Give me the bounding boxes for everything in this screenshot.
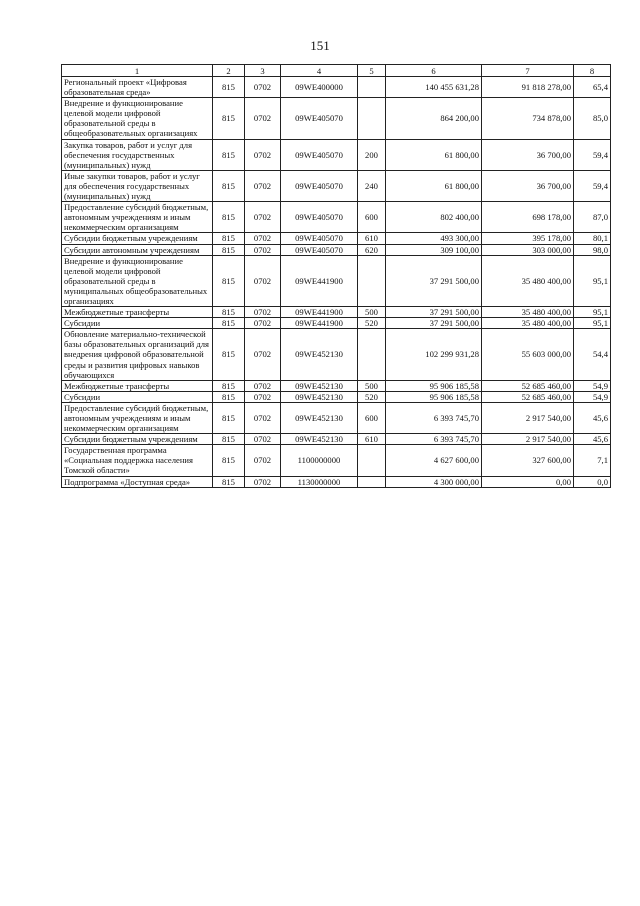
table-row — [62, 380, 611, 391]
ministry-code-cell: 815 — [213, 77, 245, 98]
section-code-cell: 0702 — [245, 98, 281, 139]
actual-amount-cell: 327 600,00 — [482, 445, 574, 476]
plan-amount-cell: 95 906 185,58 — [386, 380, 482, 391]
plan-amount-cell: 4 300 000,00 — [386, 476, 482, 487]
table-row — [62, 434, 611, 445]
section-code-cell: 0702 — [245, 476, 281, 487]
plan-amount-cell: 309 100,00 — [386, 244, 482, 255]
header-cell-section: 3 — [245, 65, 281, 77]
expense-type-cell: 600 — [358, 402, 386, 433]
ministry-code-cell: 815 — [213, 98, 245, 139]
target-code-cell: 09WE452130 — [281, 434, 358, 445]
plan-amount-cell: 102 299 931,28 — [386, 329, 482, 380]
expense-type-cell: 600 — [358, 202, 386, 233]
expense-type-cell: 520 — [358, 391, 386, 402]
ministry-code-cell: 815 — [213, 391, 245, 402]
ministry-code-cell: 815 — [213, 380, 245, 391]
ministry-code-cell: 815 — [213, 139, 245, 170]
plan-amount-cell: 864 200,00 — [386, 98, 482, 139]
header-cell-actual: 7 — [482, 65, 574, 77]
expense-type-cell: 610 — [358, 434, 386, 445]
section-code-cell: 0702 — [245, 434, 281, 445]
section-code-cell: 0702 — [245, 139, 281, 170]
actual-amount-cell: 36 700,00 — [482, 170, 574, 201]
actual-amount-cell: 2 917 540,00 — [482, 434, 574, 445]
percent-cell: 7,1 — [574, 445, 611, 476]
row-name-cell: Субсидии — [62, 318, 213, 329]
target-code-cell: 09WE452130 — [281, 402, 358, 433]
percent-cell: 59,4 — [574, 170, 611, 201]
row-name-cell: Субсидии бюджетным учреждениям — [62, 434, 213, 445]
row-name-cell: Межбюджетные трансферты — [62, 380, 213, 391]
target-code-cell: 09WE405070 — [281, 139, 358, 170]
ministry-code-cell: 815 — [213, 255, 245, 306]
section-code-cell: 0702 — [245, 445, 281, 476]
header-cell-ministry: 2 — [213, 65, 245, 77]
table-row — [62, 233, 611, 244]
page-number: 151 — [310, 38, 330, 53]
expense-type-cell: 520 — [358, 318, 386, 329]
actual-amount-cell: 303 000,00 — [482, 244, 574, 255]
row-name-cell: Закупка товаров, работ и услуг для обеспечения государственных (муниципальных) нужд — [62, 139, 213, 170]
table-row — [62, 318, 611, 329]
plan-amount-cell: 37 291 500,00 — [386, 255, 482, 306]
actual-amount-cell: 52 685 460,00 — [482, 380, 574, 391]
plan-amount-cell: 95 906 185,58 — [386, 391, 482, 402]
header-cell-expense-type: 5 — [358, 65, 386, 77]
row-name-cell: Субсидии автономным учреждениям — [62, 244, 213, 255]
table-row — [62, 329, 611, 380]
actual-amount-cell: 734 878,00 — [482, 98, 574, 139]
actual-amount-cell: 0,00 — [482, 476, 574, 487]
ministry-code-cell: 815 — [213, 202, 245, 233]
ministry-code-cell: 815 — [213, 318, 245, 329]
row-name-cell: Субсидии бюджетным учреждениям — [62, 233, 213, 244]
target-code-cell: 1130000000 — [281, 476, 358, 487]
table-row — [62, 307, 611, 318]
table-row — [62, 402, 611, 433]
table-header-row — [62, 65, 611, 77]
actual-amount-cell: 55 603 000,00 — [482, 329, 574, 380]
header-cell-percent: 8 — [574, 65, 611, 77]
expense-type-cell — [358, 476, 386, 487]
target-code-cell: 09WE441900 — [281, 255, 358, 306]
actual-amount-cell: 35 480 400,00 — [482, 307, 574, 318]
row-name-cell: Субсидии — [62, 391, 213, 402]
target-code-cell: 09WE441900 — [281, 307, 358, 318]
table-row — [62, 98, 611, 139]
table-body — [62, 77, 611, 488]
header-cell-name: 1 — [62, 65, 213, 77]
actual-amount-cell: 35 480 400,00 — [482, 255, 574, 306]
table-row — [62, 170, 611, 201]
percent-cell: 45,6 — [574, 402, 611, 433]
plan-amount-cell: 6 393 745,70 — [386, 434, 482, 445]
ministry-code-cell: 815 — [213, 445, 245, 476]
percent-cell: 59,4 — [574, 139, 611, 170]
section-code-cell: 0702 — [245, 77, 281, 98]
actual-amount-cell: 91 818 278,00 — [482, 77, 574, 98]
target-code-cell: 09WE405070 — [281, 202, 358, 233]
row-name-cell: Внедрение и функционирование целевой модели цифровой образовательной среды в муниципальных общеобразовательных организациях — [62, 255, 213, 306]
section-code-cell: 0702 — [245, 329, 281, 380]
table-row — [62, 391, 611, 402]
percent-cell: 95,1 — [574, 255, 611, 306]
row-name-cell: Подпрограмма «Доступная среда» — [62, 476, 213, 487]
row-name-cell: Государственная программа «Социальная поддержка населения Томской области» — [62, 445, 213, 476]
plan-amount-cell: 61 800,00 — [386, 170, 482, 201]
percent-cell: 98,0 — [574, 244, 611, 255]
expense-type-cell: 200 — [358, 139, 386, 170]
section-code-cell: 0702 — [245, 202, 281, 233]
plan-amount-cell: 493 300,00 — [386, 233, 482, 244]
ministry-code-cell: 815 — [213, 307, 245, 318]
plan-amount-cell: 4 627 600,00 — [386, 445, 482, 476]
target-code-cell: 09WE452130 — [281, 391, 358, 402]
ministry-code-cell: 815 — [213, 233, 245, 244]
table-row — [62, 139, 611, 170]
table-row — [62, 244, 611, 255]
row-name-cell: Межбюджетные трансферты — [62, 307, 213, 318]
header-cell-target: 4 — [281, 65, 358, 77]
target-code-cell: 09WE441900 — [281, 318, 358, 329]
actual-amount-cell: 35 480 400,00 — [482, 318, 574, 329]
section-code-cell: 0702 — [245, 244, 281, 255]
actual-amount-cell: 36 700,00 — [482, 139, 574, 170]
ministry-code-cell: 815 — [213, 244, 245, 255]
actual-amount-cell: 698 178,00 — [482, 202, 574, 233]
ministry-code-cell: 815 — [213, 402, 245, 433]
section-code-cell: 0702 — [245, 233, 281, 244]
row-name-cell: Иные закупки товаров, работ и услуг для обеспечения государственных (муниципальных) нужд — [62, 170, 213, 201]
row-name-cell: Предоставление субсидий бюджетным, автономным учреждениям и иным некоммерческим организациям — [62, 402, 213, 433]
expense-type-cell — [358, 77, 386, 98]
target-code-cell: 09WE405070 — [281, 98, 358, 139]
percent-cell: 54,9 — [574, 380, 611, 391]
expense-type-cell: 240 — [358, 170, 386, 201]
table-row — [62, 445, 611, 476]
percent-cell: 95,1 — [574, 318, 611, 329]
table-row — [62, 476, 611, 487]
section-code-cell: 0702 — [245, 170, 281, 201]
expense-type-cell — [358, 255, 386, 306]
percent-cell: 95,1 — [574, 307, 611, 318]
target-code-cell: 09WE405070 — [281, 244, 358, 255]
section-code-cell: 0702 — [245, 255, 281, 306]
expense-type-cell: 500 — [358, 380, 386, 391]
target-code-cell: 1100000000 — [281, 445, 358, 476]
section-code-cell: 0702 — [245, 318, 281, 329]
percent-cell: 45,6 — [574, 434, 611, 445]
table-row — [62, 255, 611, 306]
target-code-cell: 09WE405070 — [281, 233, 358, 244]
plan-amount-cell: 37 291 500,00 — [386, 318, 482, 329]
expense-type-cell — [358, 329, 386, 380]
ministry-code-cell: 815 — [213, 329, 245, 380]
expense-type-cell — [358, 98, 386, 139]
expense-type-cell — [358, 445, 386, 476]
percent-cell: 65,4 — [574, 77, 611, 98]
header-cell-plan: 6 — [386, 65, 482, 77]
budget-table — [61, 64, 611, 488]
row-name-cell: Предоставление субсидий бюджетным, автономным учреждениям и иным некоммерческим организациям — [62, 202, 213, 233]
section-code-cell: 0702 — [245, 402, 281, 433]
row-name-cell: Внедрение и функционирование целевой модели цифровой образовательной среды в общеобразовательных организациях — [62, 98, 213, 139]
plan-amount-cell: 802 400,00 — [386, 202, 482, 233]
percent-cell: 80,1 — [574, 233, 611, 244]
actual-amount-cell: 395 178,00 — [482, 233, 574, 244]
percent-cell: 0,0 — [574, 476, 611, 487]
row-name-cell: Региональный проект «Цифровая образовательная среда» — [62, 77, 213, 98]
plan-amount-cell: 6 393 745,70 — [386, 402, 482, 433]
percent-cell: 54,9 — [574, 391, 611, 402]
plan-amount-cell: 140 455 631,28 — [386, 77, 482, 98]
percent-cell: 87,0 — [574, 202, 611, 233]
row-name-cell: Обновление материально-технической базы образовательных организаций для внедрения цифровой образовательной среды и развития цифровых навыков обучающихся — [62, 329, 213, 380]
table-row — [62, 202, 611, 233]
percent-cell: 54,4 — [574, 329, 611, 380]
target-code-cell: 09WE405070 — [281, 170, 358, 201]
expense-type-cell: 500 — [358, 307, 386, 318]
actual-amount-cell: 2 917 540,00 — [482, 402, 574, 433]
ministry-code-cell: 815 — [213, 476, 245, 487]
target-code-cell: 09WE400000 — [281, 77, 358, 98]
percent-cell: 85,0 — [574, 98, 611, 139]
section-code-cell: 0702 — [245, 307, 281, 318]
ministry-code-cell: 815 — [213, 434, 245, 445]
plan-amount-cell: 37 291 500,00 — [386, 307, 482, 318]
expense-type-cell: 620 — [358, 244, 386, 255]
target-code-cell: 09WE452130 — [281, 329, 358, 380]
section-code-cell: 0702 — [245, 391, 281, 402]
table-row — [62, 77, 611, 98]
plan-amount-cell: 61 800,00 — [386, 139, 482, 170]
actual-amount-cell: 52 685 460,00 — [482, 391, 574, 402]
expense-type-cell: 610 — [358, 233, 386, 244]
target-code-cell: 09WE452130 — [281, 380, 358, 391]
section-code-cell: 0702 — [245, 380, 281, 391]
ministry-code-cell: 815 — [213, 170, 245, 201]
